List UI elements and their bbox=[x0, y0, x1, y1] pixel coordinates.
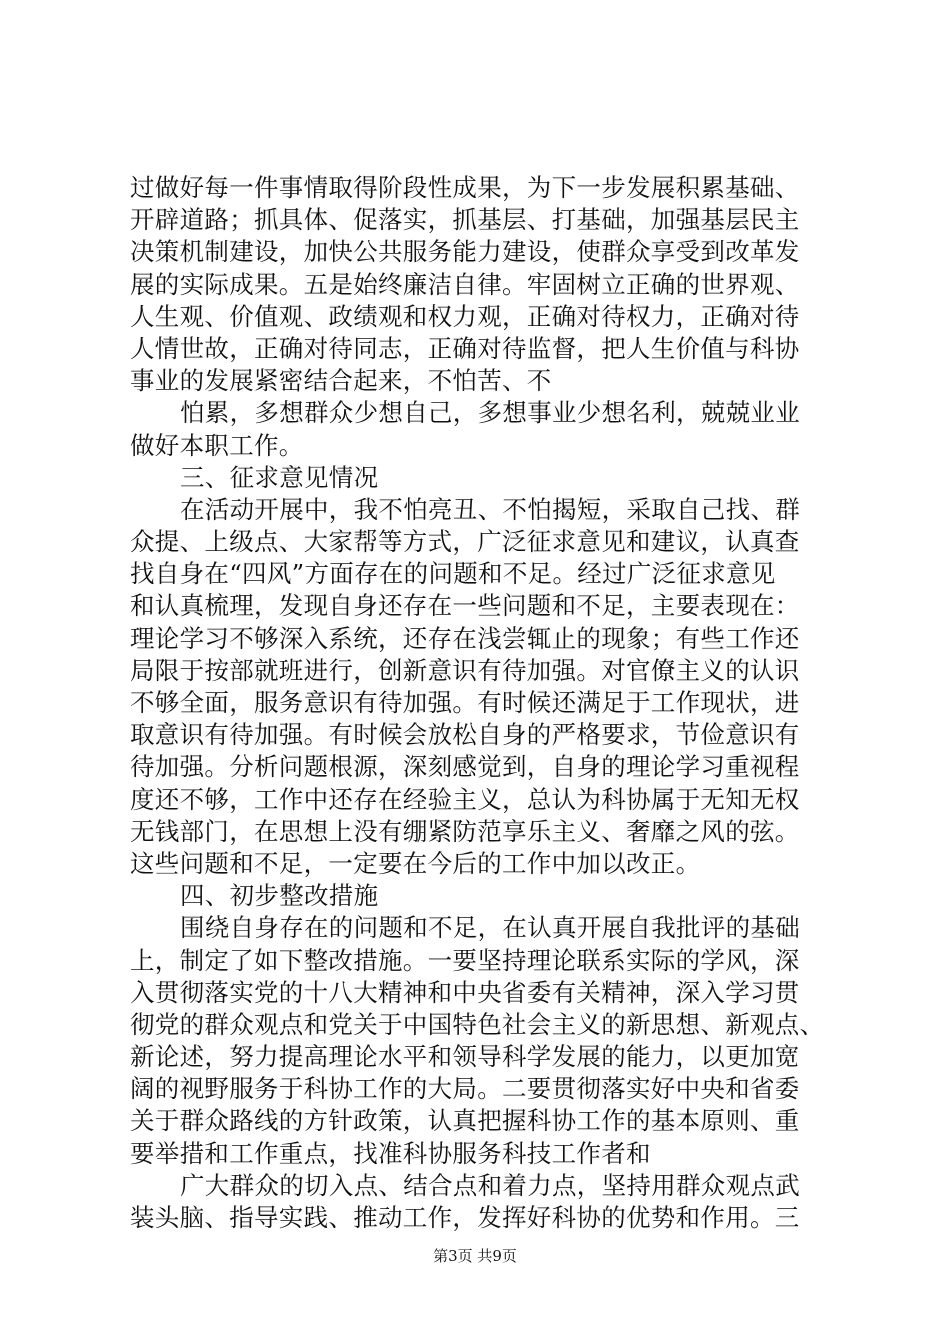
text-line: 度还不够，工作中还存在经验主义，总认为科协属于无知无权 bbox=[130, 784, 800, 814]
text-line: 展的实际成果。五是始终廉洁自律。牢固树立正确的世界观、 bbox=[130, 269, 800, 299]
text-line: 这些问题和不足，一定要在今后的工作中加以改正。 bbox=[130, 848, 701, 878]
text-line: 彻党的群众观点和党关于中国特色社会主义的新思想、新观点、 bbox=[130, 1009, 825, 1039]
text-line: 入贯彻落实党的十八大精神和中央省委有关精神，深入学习贯 bbox=[130, 977, 800, 1007]
text-line: 事业的发展紧密结合起来，不怕苦、不 bbox=[130, 366, 552, 396]
text-line: 广大群众的切入点、结合点和着力点，坚持用群众观点武 bbox=[180, 1170, 800, 1200]
text-line: 众提、上级点、大家帮等方式，广泛征求意见和建议，认真查 bbox=[130, 527, 800, 557]
text-line: 无钱部门，在思想上没有绷紧防范享乐主义、奢靡之风的弦。 bbox=[130, 816, 800, 846]
text-line: 围绕自身存在的问题和不足，在认真开展自我批评的基础 bbox=[180, 913, 800, 943]
text-line: 开辟道路；抓具体、促落实，抓基层、打基础，加强基层民主 bbox=[130, 205, 800, 235]
text-line: 找自身在“四风”方面存在的问题和不足。经过广泛征求意见 bbox=[130, 559, 776, 589]
text-line: 关于群众路线的方针政策，认真把握科协工作的基本原则、重 bbox=[130, 1106, 800, 1136]
text-line: 要举措和工作重点，找准科协服务科技工作者和 bbox=[130, 1138, 651, 1168]
text-line: 阔的视野服务于科协工作的大局。二要贯彻落实好中央和省委 bbox=[130, 1074, 800, 1104]
body-text bbox=[130, 172, 830, 1234]
text-line: 过做好每一件事情取得阶段性成果，为下一步发展积累基础、 bbox=[130, 173, 800, 202]
text-line: 人生观、价值观、政绩观和权力观，正确对待权力，正确对待 bbox=[130, 301, 800, 331]
text-line: 新论述，努力提高理论水平和领导科学发展的能力，以更加宽 bbox=[130, 1042, 800, 1072]
text-line: 做好本职工作。 bbox=[130, 430, 304, 460]
text-line: 取意识有待加强。有时候会放松自身的严格要求，节俭意识有 bbox=[130, 720, 800, 750]
text-line: 上，制定了如下整改措施。一要坚持理论联系实际的学风，深 bbox=[130, 945, 800, 975]
text-line: 待加强。分析问题根源，深刻感觉到，自身的理论学习重视程 bbox=[130, 752, 800, 782]
text-line: 人情世故，正确对待同志，正确对待监督，把人生价值与科协 bbox=[130, 333, 800, 363]
text-line: 理论学习不够深入系统，还存在浅尝辄止的现象；有些工作还 bbox=[130, 623, 800, 653]
text-line: 怕累，多想群众少想自己，多想事业少想名利，兢兢业业 bbox=[180, 398, 800, 428]
text-line: 和认真梳理，发现自身还存在一些问题和不足，主要表现在： bbox=[130, 591, 800, 621]
text-line: 三、征求意见情况 bbox=[180, 462, 379, 492]
page-footer: 第3页 共9页 bbox=[433, 1247, 517, 1265]
text-line: 局限于按部就班进行，创新意识有待加强。对官僚主义的认识 bbox=[130, 655, 800, 685]
text-line: 不够全面，服务意识有待加强。有时候还满足于工作现状，进 bbox=[130, 688, 800, 717]
text-line: 决策机制建设，加快公共服务能力建设，使群众享受到改革发 bbox=[130, 237, 800, 267]
text-line: 四、初步整改措施 bbox=[180, 881, 379, 911]
text-line: 装头脑、指导实践、推动工作，发挥好科协的优势和作用。三 bbox=[130, 1203, 800, 1232]
text-line: 在活动开展中，我不怕亮丑、不怕揭短，采取自己找、群 bbox=[180, 494, 800, 524]
